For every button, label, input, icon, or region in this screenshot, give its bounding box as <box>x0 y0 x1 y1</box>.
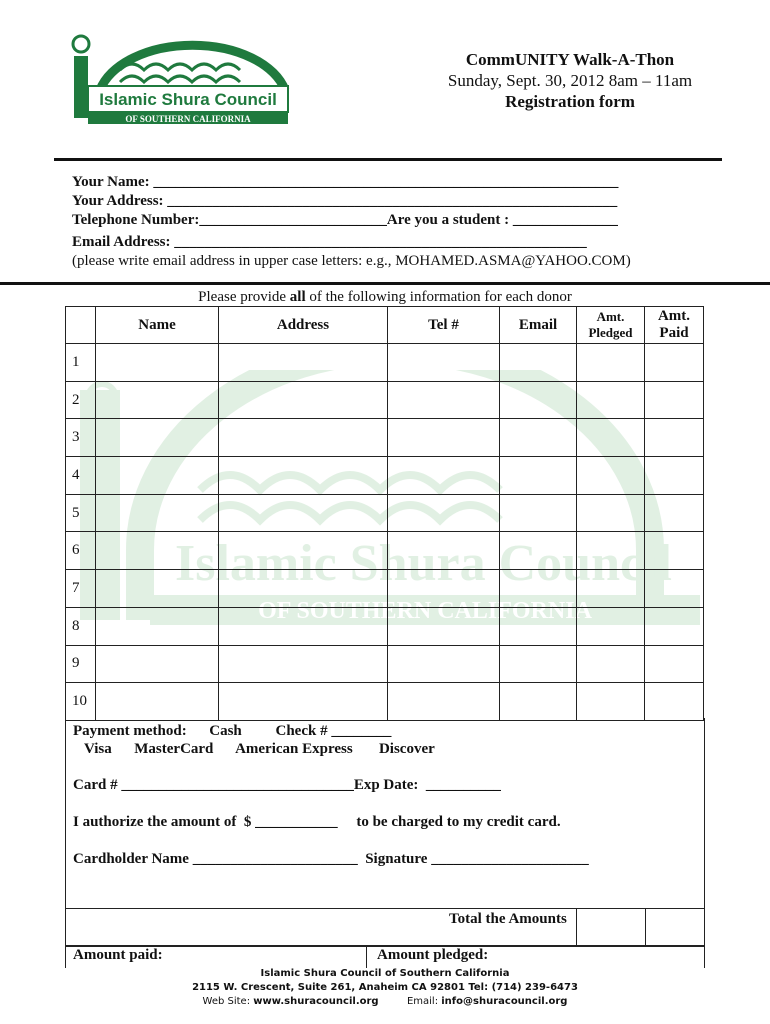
donor-name-cell[interactable] <box>96 494 219 532</box>
email-note: (please write email address in upper case letters: e.g., MOHAMED.ASMA@YAHOO.COM) <box>72 253 631 269</box>
col-header-name: Name <box>96 307 219 344</box>
payment-section <box>65 718 705 909</box>
footer-address: 2115 W. Crescent, Suite 261, Anaheim CA 92801 Tel: (714) 239-6473 <box>192 982 578 993</box>
email-link[interactable]: info@shuracouncil.org <box>441 996 568 1007</box>
donor-paid-cell[interactable] <box>645 607 704 645</box>
donor-address-cell[interactable] <box>219 344 388 382</box>
donor-email-cell[interactable] <box>500 683 577 721</box>
col-header-amt-paid: Amt. Paid <box>645 307 704 344</box>
table-row <box>66 607 704 645</box>
donor-email-cell[interactable] <box>500 607 577 645</box>
donor-email-cell[interactable] <box>500 532 577 570</box>
table-row <box>66 570 704 608</box>
logo-title: Islamic Shura Council <box>99 90 277 109</box>
table-row <box>66 494 704 532</box>
donor-paid-cell[interactable] <box>645 532 704 570</box>
donor-tel-cell[interactable] <box>388 344 500 382</box>
donor-paid-cell[interactable] <box>645 344 704 382</box>
table-row <box>66 344 704 382</box>
donor-name-cell[interactable] <box>96 344 219 382</box>
shura-council-logo <box>60 30 295 130</box>
donor-email-cell[interactable] <box>500 570 577 608</box>
total-amounts-label: Total the Amounts <box>449 911 567 927</box>
donor-email-cell[interactable] <box>500 457 577 495</box>
total-pledged-cell[interactable] <box>576 909 646 946</box>
table-row <box>66 645 704 683</box>
donor-address-cell[interactable] <box>219 419 388 457</box>
table-row <box>66 419 704 457</box>
card-number-field[interactable]: Card # _______________________________Exp Date: __________ <box>73 777 501 793</box>
donor-paid-cell[interactable] <box>645 419 704 457</box>
logo-subtitle: OF SOUTHERN CALIFORNIA <box>125 114 251 124</box>
donor-tel-cell[interactable] <box>388 683 500 721</box>
row-number: 4 <box>66 457 96 495</box>
donor-name-cell[interactable] <box>96 532 219 570</box>
donor-address-cell[interactable] <box>219 570 388 608</box>
address-field[interactable]: Your Address: ____________________________________________________________ <box>72 193 618 209</box>
col-header-tel: Tel # <box>388 307 500 344</box>
event-date: Sunday, Sept. 30, 2012 8am – 11am <box>447 71 693 90</box>
donor-name-cell[interactable] <box>96 381 219 419</box>
donor-address-cell[interactable] <box>219 381 388 419</box>
website-link[interactable]: www.shuracouncil.org <box>253 996 379 1007</box>
table-row <box>66 683 704 721</box>
donor-name-cell[interactable] <box>96 683 219 721</box>
donor-name-cell[interactable] <box>96 570 219 608</box>
cardholder-signature-field[interactable]: Cardholder Name ______________________ Signature _____________________ <box>73 851 589 867</box>
table-row <box>66 532 704 570</box>
donor-pledged-cell[interactable] <box>577 419 645 457</box>
row-number: 10 <box>66 683 96 721</box>
donor-paid-cell[interactable] <box>645 570 704 608</box>
donor-address-cell[interactable] <box>219 607 388 645</box>
row-number: 1 <box>66 344 96 382</box>
donor-address-cell[interactable] <box>219 532 388 570</box>
donor-paid-cell[interactable] <box>645 381 704 419</box>
event-title: CommUNITY Walk-A-Thon <box>465 50 675 69</box>
donor-tel-cell[interactable] <box>388 381 500 419</box>
col-header-index <box>66 307 96 344</box>
donor-table <box>65 306 704 721</box>
donor-pledged-cell[interactable] <box>577 532 645 570</box>
donor-tel-cell[interactable] <box>388 457 500 495</box>
form-title: Registration form <box>505 92 635 111</box>
donor-tel-cell[interactable] <box>388 419 500 457</box>
donor-name-cell[interactable] <box>96 419 219 457</box>
amount-pledged-label: Amount pledged: <box>377 947 489 963</box>
row-number: 2 <box>66 381 96 419</box>
donor-pledged-cell[interactable] <box>577 683 645 721</box>
authorize-amount-field[interactable]: I authorize the amount of $ ___________ to be charged to my credit card. <box>73 814 561 830</box>
donor-name-cell[interactable] <box>96 607 219 645</box>
donor-pledged-cell[interactable] <box>577 381 645 419</box>
donor-pledged-cell[interactable] <box>577 570 645 608</box>
name-field[interactable]: Your Name: ______________________________________________________________ <box>72 174 619 190</box>
col-header-email: Email <box>500 307 577 344</box>
table-row <box>66 381 704 419</box>
donor-name-cell[interactable] <box>96 645 219 683</box>
donor-name-cell[interactable] <box>96 457 219 495</box>
donor-pledged-cell[interactable] <box>577 607 645 645</box>
donor-address-cell[interactable] <box>219 494 388 532</box>
donor-email-cell[interactable] <box>500 419 577 457</box>
donor-address-cell[interactable] <box>219 683 388 721</box>
amounts-row <box>65 945 705 968</box>
donor-paid-cell[interactable] <box>645 683 704 721</box>
row-number: 3 <box>66 419 96 457</box>
phone-student-field[interactable]: Telephone Number:_________________________Are you a student : ______________ <box>72 212 618 228</box>
donor-tel-cell[interactable] <box>388 645 500 683</box>
row-number: 6 <box>66 532 96 570</box>
email-field[interactable]: Email Address: _______________________________________________________ <box>72 234 587 250</box>
header-rule <box>54 158 722 161</box>
table-header-row <box>66 307 704 344</box>
donor-email-cell[interactable] <box>500 344 577 382</box>
donor-paid-cell[interactable] <box>645 457 704 495</box>
total-paid-cell[interactable] <box>644 909 704 946</box>
col-header-address: Address <box>219 307 388 344</box>
donor-email-cell[interactable] <box>500 494 577 532</box>
footer-org: Islamic Shura Council of Southern California <box>260 968 510 979</box>
donor-pledged-cell[interactable] <box>577 494 645 532</box>
donor-tel-cell[interactable] <box>388 494 500 532</box>
donor-pledged-cell[interactable] <box>577 344 645 382</box>
col-header-amt-pledged: Amt. Pledged <box>577 307 645 344</box>
amounts-divider <box>366 946 367 968</box>
card-types-line[interactable]: Visa MasterCard American Express Discover <box>73 741 435 757</box>
donor-address-cell[interactable] <box>219 645 388 683</box>
row-number: 8 <box>66 607 96 645</box>
amount-paid-label: Amount paid: <box>73 947 163 963</box>
watermark-subtitle: OF SOUTHERN CALIFORNIA <box>258 598 592 624</box>
footer-contact: Web Site: www.shuracouncil.org Email: info@shuracouncil.org <box>202 996 568 1007</box>
payment-method-line[interactable]: Payment method: Cash Check # ________ <box>73 723 392 739</box>
totals-row <box>65 908 705 947</box>
donor-tel-cell[interactable] <box>388 570 500 608</box>
donor-tel-cell[interactable] <box>388 532 500 570</box>
row-number: 9 <box>66 645 96 683</box>
donor-paid-cell[interactable] <box>645 645 704 683</box>
section-rule <box>0 282 770 285</box>
donor-paid-cell[interactable] <box>645 494 704 532</box>
table-instruction: Please provide all of the following information for each donor <box>198 289 572 305</box>
row-number: 7 <box>66 570 96 608</box>
table-row <box>66 457 704 495</box>
donor-email-cell[interactable] <box>500 645 577 683</box>
row-number: 5 <box>66 494 96 532</box>
donor-tel-cell[interactable] <box>388 607 500 645</box>
donor-email-cell[interactable] <box>500 381 577 419</box>
donor-pledged-cell[interactable] <box>577 457 645 495</box>
donor-pledged-cell[interactable] <box>577 645 645 683</box>
watermark-title: Islamic Shura Council <box>175 535 672 592</box>
donor-address-cell[interactable] <box>219 457 388 495</box>
